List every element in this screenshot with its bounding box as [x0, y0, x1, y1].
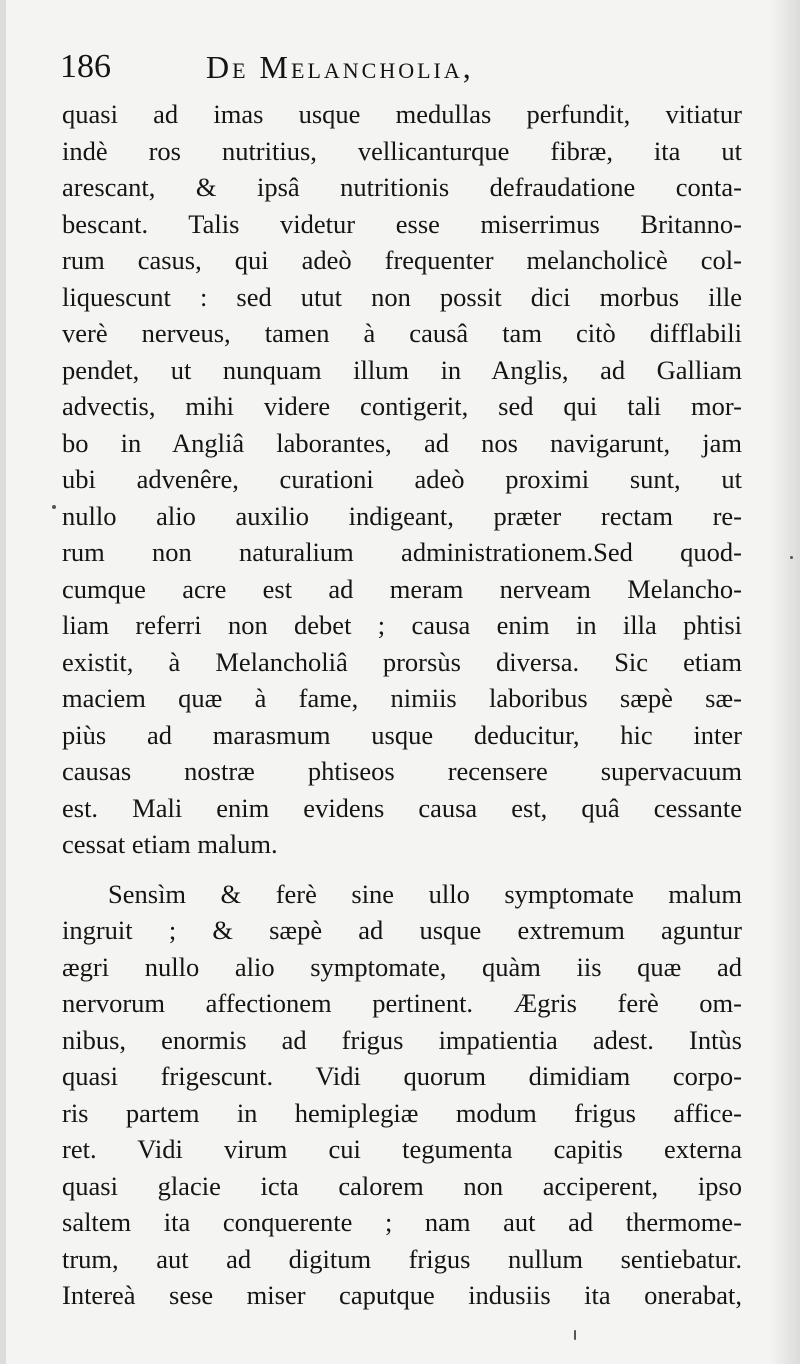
- text-line: existit, à Melancholiâ prorsùs diversa. Sic etiam: [62, 646, 742, 677]
- text-line: arescant, & ipsâ nutritionis defraudatione conta-: [62, 172, 742, 202]
- paper-speck: [574, 1330, 576, 1340]
- text-line: rum non naturalium administrationem.Sed quod-: [62, 537, 742, 567]
- text-line: causas nostræ phtiseos recensere supervacuum: [62, 756, 742, 786]
- text-line: est. Mali enim evidens causa est, quâ cessante: [62, 792, 742, 823]
- page-edge: [0, 0, 6, 1364]
- text-line: maciem quæ à fame, nimiis laboribus sæpè sæ-: [62, 683, 742, 713]
- paper-speck: [790, 556, 793, 559]
- text-line: nervorum affectionem pertinent. Ægris ferè om-: [62, 988, 742, 1018]
- text-line: verè nerveus, tamen à causâ tam citò difflabili: [62, 318, 742, 348]
- text-line: quasi frigescunt. Vidi quorum dimidiam corpo-: [62, 1061, 742, 1091]
- text-line: nullo alio auxilio indigeant, præter rectam re-: [62, 500, 742, 531]
- text-line: trum, aut ad digitum frigus nullum sentiebatur.: [62, 1243, 742, 1274]
- text-line: quasi glacie icta calorem non acciperent, ipso: [62, 1170, 742, 1201]
- text-line: bescant. Talis videtur esse miserrimus Britanno-: [62, 208, 742, 239]
- text-line: ubi advenêre, curationi adeò proximi sunt, ut: [62, 464, 742, 494]
- running-title: De Melancholia,: [206, 49, 474, 85]
- page-number: 186: [60, 48, 111, 85]
- text-line: ægri nullo alio symptomate, quàm iis quæ ad: [62, 951, 742, 982]
- text-line: piùs ad marasmum usque deducitur, hic inter: [62, 719, 742, 750]
- paper-speck: [52, 505, 56, 509]
- text-line: ingruit ; & sæpè ad usque extremum aguntur: [62, 915, 742, 945]
- text-line: bo in Angliâ laborantes, ad nos navigarunt, jam: [62, 427, 742, 458]
- text-line: advectis, mihi videre contigerit, sed qui tali mor-: [62, 391, 742, 421]
- paragraph-gap: [62, 863, 742, 876]
- text-line: cumque acre est ad meram nerveam Melancho-: [62, 573, 742, 604]
- text-line: nibus, enormis ad frigus impatientia adest. Intùs: [62, 1024, 742, 1055]
- text-line: Intereà sese miser caputque indusiis ita onerabat,: [62, 1280, 742, 1310]
- text-line: indè ros nutritius, vellicanturque fibræ, ita ut: [62, 135, 742, 166]
- text-line: rum casus, qui adeò frequenter melancholicè col-: [62, 245, 742, 275]
- text-line: Sensìm & ferè sine ullo symptomate malum: [108, 878, 742, 909]
- paragraph-1: [62, 96, 742, 863]
- body-text: [62, 96, 742, 1314]
- text-line: liquescunt : sed utut non possit dici morbus ille: [62, 281, 742, 312]
- text-line: pendet, ut nunquam illum in Anglis, ad Galliam: [62, 354, 742, 385]
- text-line: quasi ad imas usque medullas perfundit, vitiatur: [62, 99, 742, 129]
- text-line: ret. Vidi virum cui tegumenta capitis externa: [62, 1134, 742, 1164]
- text-line: saltem ita conquerente ; nam aut ad thermome-: [62, 1207, 742, 1237]
- text-line: ris partem in hemiplegiæ modum frigus affice-: [62, 1097, 742, 1128]
- paragraph-2: [62, 876, 742, 1314]
- gutter-shadow: [770, 0, 800, 1364]
- text-line: liam referri non debet ; causa enim in illa phtisi: [62, 610, 742, 640]
- running-head: [60, 44, 760, 94]
- text-line: cessat etiam malum.: [62, 829, 278, 859]
